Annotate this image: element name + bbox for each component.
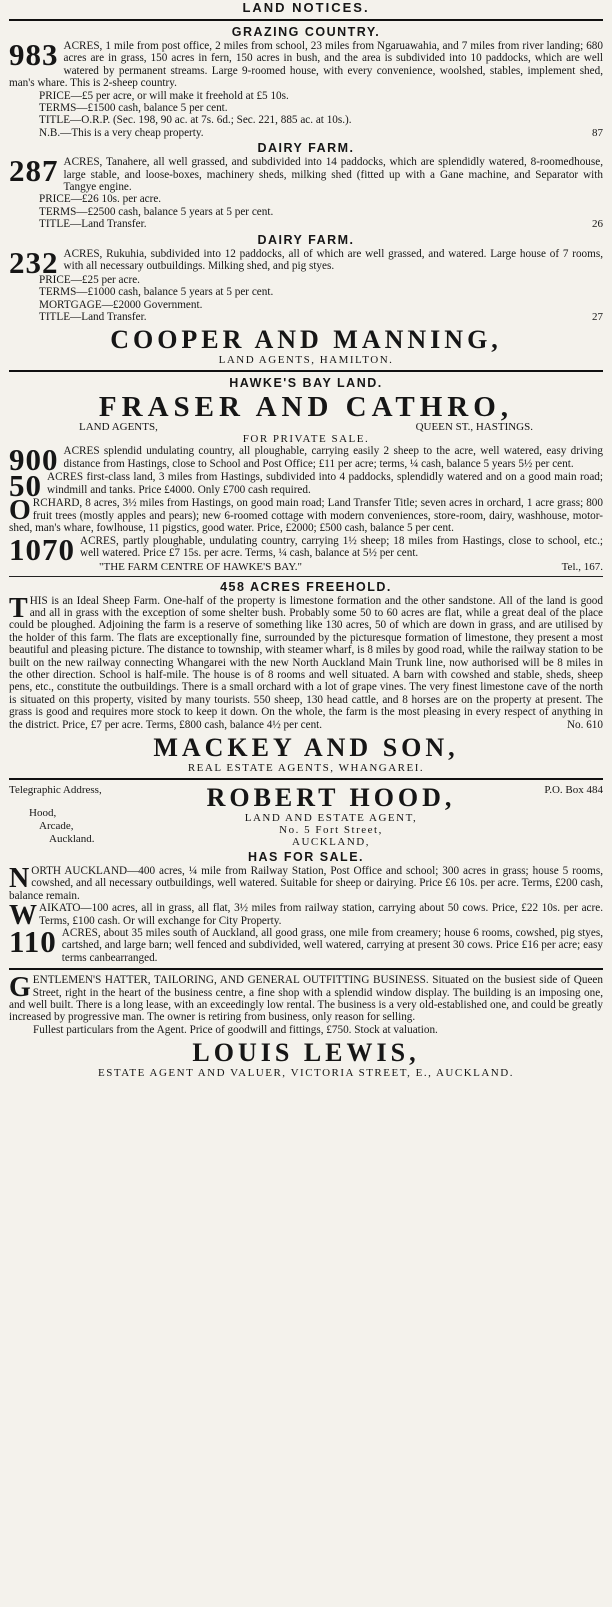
tel-line: Arcade, bbox=[39, 820, 74, 832]
ad-text bbox=[9, 592, 603, 731]
grazing-country-ad bbox=[9, 25, 603, 139]
ref-number: 27 bbox=[592, 310, 603, 323]
listing-text: AIKATO—100 acres, all in grass, all flat, 3½ miles from railway station, carrying about 50 cows. Price, £22 10s. per acre. Terms, £100 cash. Or will exchange for City Property. bbox=[39, 902, 603, 927]
acreage-number: 287 bbox=[9, 153, 59, 189]
tagline-row bbox=[9, 561, 603, 573]
hood-address: No. 5 Fort Street, bbox=[279, 824, 383, 836]
title-line bbox=[9, 311, 603, 323]
cooper-manning-sub: LAND AGENTS, HAMILTON. bbox=[218, 354, 394, 367]
ref-number: No. 610 bbox=[566, 718, 603, 731]
drop-cap: O bbox=[9, 495, 31, 527]
divider bbox=[9, 576, 603, 577]
ad-heading: 458 ACRES FREEHOLD. bbox=[220, 579, 392, 594]
louis-lewis-sub: ESTATE AGENT AND VALUER, VICTORIA STREET, E., AUCKLAND. bbox=[98, 1067, 514, 1080]
terms-line: TERMS—£1000 cash, balance 5 years at 5 per cent. bbox=[39, 286, 274, 299]
agent-sub-right: QUEEN ST., HASTINGS. bbox=[415, 421, 533, 434]
ad-text: ENTLEMEN'S HATTER, TAILORING, AND GENERAL OUTFITTING BUSINESS. Situated on the busiest side of Queen Street, right in the heart of the business centre, a fine shop with a splendid window display. The building is an imposing one, and well built. There is a long lease, with an exceedingly low rental. The business is a very old-established one, and could be greatly increased by progressive man. The owner is retiring from business, only reason for selling. bbox=[9, 974, 603, 1024]
listing-text: ORTH AUCKLAND—400 acres, ¼ mile from Railway Station, Post Office and school; 300 acres in grass; house 5 rooms, cowshed, and all necessary outbuildings, well watered. Suitable for sheep or dairying. Price £6 10s. per acre. Terms, £200 cash, balance remain. bbox=[9, 865, 603, 902]
drop-cap: G bbox=[9, 972, 31, 1004]
acreage-number: 50 bbox=[9, 468, 42, 504]
dairy-farm-ad-1 bbox=[9, 141, 603, 230]
ref-number: 87 bbox=[592, 126, 603, 139]
listing-text: ACRES, about 35 miles south of Auckland, all good grass, one mile from creamery; house 6 rooms, cowshed, pig styes, cartshed, and large barn; well fenced and subdivided, well watered, carrying at present 30 cows. Price £16 per acre; easy terms canbearranged. bbox=[61, 927, 603, 964]
drop-cap: W bbox=[9, 900, 37, 932]
hood-name-block bbox=[169, 784, 493, 848]
hood-city: AUCKLAND, bbox=[292, 836, 370, 848]
page-title: LAND NOTICES. bbox=[242, 0, 370, 15]
ad-text: ACRES, Rukuhia, subdivided into 12 paddocks, all of which are well grassed, and watered. Large house of 7 rooms, with all necessary outbuildings. Milking shed, and pig styes. bbox=[63, 247, 603, 273]
agent-sub-row bbox=[9, 421, 603, 433]
acreage-number: 110 bbox=[9, 924, 57, 960]
acreage-number: 232 bbox=[9, 244, 59, 280]
drop-cap: T bbox=[9, 592, 28, 624]
listing-text: ACRES, partly ploughable, undulating country, carrying 1½ sheep; 18 miles from Hastings, close to school, etc.; well watered. Price £7 15s. per acre. Terms, ¼ cash, balance at 5½ per cent. bbox=[80, 534, 603, 559]
drop-cap: N bbox=[9, 863, 30, 894]
terms-line: TERMS—£1500 cash, balance 5 per cent. bbox=[39, 102, 228, 115]
note-text: N.B.—This is a very cheap property. bbox=[39, 126, 204, 139]
ad-text: ACRES, Tanahere, all well grassed, and subdivided into 14 paddocks, which are splendidly watered, 8-roomedhouse, large stable, and loose-boxes, machinery sheds, milking shed (fitted up with a Gane machine, and Separator with Tangye engine. bbox=[63, 156, 603, 194]
mortgage-line: MORTGAGE—£2000 Government. bbox=[39, 298, 203, 311]
listing-text: ACRES first-class land, 3 miles from Hastings, subdivided into 4 paddocks, splendidly watered and on a good main road; windmill and tanks. Price £4000. Only £700 cash required. bbox=[47, 471, 603, 496]
listing-text: ACRES splendid undulating country, all ploughable, carrying easily 2 sheep to the acre, well watered, easy driving distance from Hastings, close to School and Post Office; £11 per acre; terms, ¼ cash, balance 5 years 5½ per cent. bbox=[63, 445, 603, 470]
robert-hood-ad bbox=[9, 784, 603, 964]
divider bbox=[9, 370, 603, 372]
private-sale: FOR PRIVATE SALE. bbox=[242, 433, 370, 446]
fraser-cathro-name: FRASER AND CATHRO, bbox=[98, 391, 514, 424]
divider bbox=[9, 968, 603, 970]
title-line: TITLE—O.R.P. (Sec. 198, 90 ac. at 7s. 6d.; Sec. 221, 885 ac. at 10s.). bbox=[39, 114, 352, 127]
hawkes-bay-ad bbox=[9, 376, 603, 572]
price-line: PRICE—£5 per acre, or will make it freehold at £5 10s. bbox=[39, 89, 289, 102]
hood-header-row bbox=[9, 784, 603, 848]
louis-lewis-ad bbox=[9, 974, 603, 1079]
title-text: TITLE—Land Transfer. bbox=[39, 310, 147, 323]
ad-heading: DAIRY FARM. bbox=[257, 232, 355, 247]
acreage-number: 900 bbox=[9, 442, 59, 478]
price-line: PRICE—£25 per acre. bbox=[39, 273, 140, 286]
telephone: Tel., 167. bbox=[561, 560, 603, 573]
note-line bbox=[9, 127, 603, 139]
tel-label: Telegraphic Address, bbox=[9, 784, 102, 796]
cooper-manning-name: COOPER AND MANNING, bbox=[110, 325, 502, 355]
ref-number: 26 bbox=[592, 218, 603, 231]
mackey-son-sub: REAL ESTATE AGENTS, WHANGAREI. bbox=[187, 762, 425, 774]
listing-text: RCHARD, 8 acres, 3½ miles from Hastings, on good main road; Land Transfer Title; seven acres in orchard, 1 acre grass; 800 fruit trees (mostly apples and pears); new 6-roomed cottage with modern conveniences, store-room, dairy, washhouse, motor-shed, man's whare, fowlhouse, 11 pigstics, good water. Price, £2000; £500 cash, balance 5 per cent. bbox=[9, 497, 603, 535]
ad-text-2: Fullest particulars from the Agent. Price of goodwill and fittings, £750. Stock at valuation. bbox=[33, 1023, 438, 1036]
telegraphic-address bbox=[9, 784, 169, 846]
tel-line: Auckland. bbox=[49, 833, 95, 845]
ad-heading: HAWKE'S BAY LAND. bbox=[229, 376, 383, 391]
ad-heading: HAS FOR SALE. bbox=[247, 850, 365, 864]
mackey-son-name: MACKEY AND SON, bbox=[153, 733, 459, 762]
ad-heading: DAIRY FARM. bbox=[257, 141, 355, 156]
ad-body: HIS is an Ideal Sheep Farm. One-half of the property is limestone formation and the other sandstone. All of the land is good and all in grass with the exception of some shelter bush. Probably some 50 to 60 acres are flat, while a great deal of the place could be ploughed. Adjoining the farm is a reserve of something like 130 acres, 50 of which are down in grass, and are utilised by the holder of this farm. The flats are exceptionally fine, surrounded by the picturesque formation of limestone, they present a most beautiful and pleasing picture. The distance to township, with steamer wharf, is 8 miles by good road, while the railway station to be built on the new railway connecting Whangarei with the new North Auckland Main Trunk line, now authorised will be 8 miles in the other direction. School is half-mile. The house is of 8 rooms and well situated. A barn with cowshed and stable, sheds, sheep pens, etc., constitute the outbuildings. There is a small orchard with a lot of grape vines. The very finest limestone cave of the north is situated on this property, visited by many tourists. 550 sheep, 130 head cattle, and 8 horses are on the property at present. The grass is good and requires more stock to keep it down. On the whole, the farm is the most pleasing in every respect of anything in the district. Price, £7 per acre. Terms, £800 cash, balance 4½ per cent. bbox=[9, 594, 603, 731]
agent-sub-left: LAND AGENTS, bbox=[79, 421, 158, 434]
title-text: TITLE—Land Transfer. bbox=[39, 218, 147, 231]
ad-text: ACRES, 1 mile from post office, 2 miles from school, 23 miles from Ngaruawahia, and 7 miles from river landing; 680 acres are in grass, 150 acres in fern, 150 acres in bush, and the area is subdivided into 10 paddocks, which are well watered by permanent streams. Large 9-roomed house, with every convenience, woolshed, stables, implement shed, man's whare. This is 2-sheep country. bbox=[9, 40, 603, 90]
louis-lewis-name: LOUIS LEWIS, bbox=[192, 1038, 420, 1068]
divider bbox=[9, 19, 603, 21]
robert-hood-name: ROBERT HOOD, bbox=[206, 783, 456, 812]
acreage-number: 1070 bbox=[9, 531, 75, 567]
terms-line: TERMS—£2500 cash, balance 5 years at 5 per cent. bbox=[39, 205, 274, 218]
po-box: P.O. Box 484 bbox=[544, 784, 603, 796]
divider bbox=[9, 778, 603, 780]
price-line: PRICE—£26 10s. per acre. bbox=[39, 193, 162, 206]
ad-heading: GRAZING COUNTRY. bbox=[231, 25, 381, 39]
acreage-number: 983 bbox=[9, 37, 59, 72]
freehold-ad bbox=[9, 580, 603, 774]
hood-sub: LAND AND ESTATE AGENT, bbox=[244, 812, 418, 824]
tel-line: Hood, bbox=[29, 807, 57, 819]
tagline: "THE FARM CENTRE OF HAWKE'S BAY." bbox=[99, 560, 303, 573]
title-line bbox=[9, 218, 603, 230]
dairy-farm-ad-2 bbox=[9, 233, 603, 324]
land-notices-page bbox=[9, 0, 603, 1079]
